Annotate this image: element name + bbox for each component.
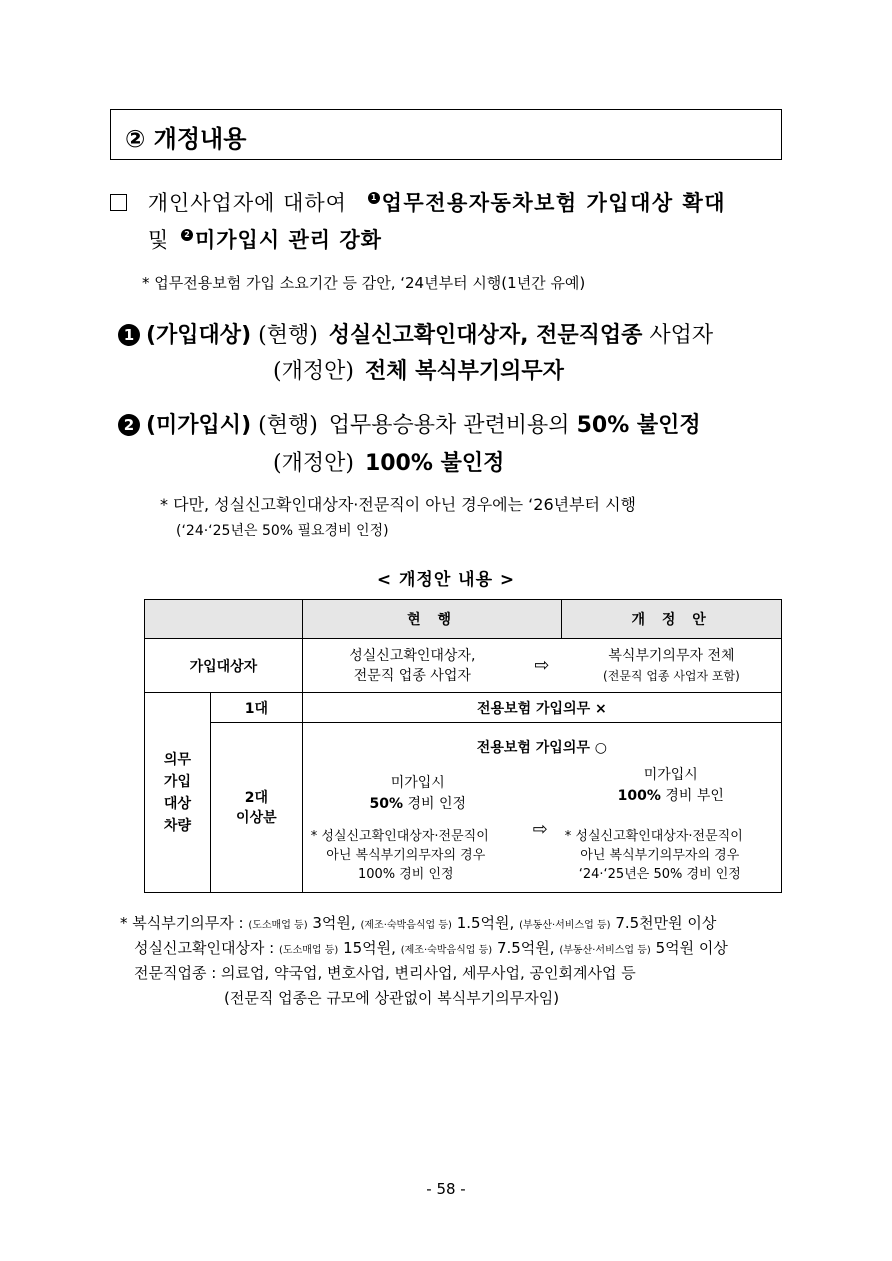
section-title: ② 개정내용: [125, 125, 247, 153]
row3-current-block: [323, 773, 513, 815]
intro-prefix: 및: [148, 228, 169, 252]
note-line: * 성실신고확인대상자·전문직이: [564, 829, 743, 844]
footnote-sector: (부동산·서비스업 등): [559, 945, 651, 956]
footnote-sector: (도소매업 등): [248, 920, 308, 931]
group-label-line: 대상: [163, 795, 191, 812]
header-current: 현 행: [302, 600, 562, 639]
footnote-value: 7.5억원,: [496, 939, 555, 957]
item-1-new-tag: (개정안): [273, 359, 354, 384]
note-line: ‘24·‘25년은 50% 경비 인정: [578, 867, 741, 882]
footnote-sector: (제조·숙박음식업 등): [360, 920, 452, 931]
row-label-subscriber: 가입대상자: [145, 639, 303, 693]
numbered-circle-1: 1: [118, 324, 140, 346]
group-label-line: 차량: [163, 817, 191, 834]
row1-current-cell: [302, 639, 522, 693]
table-row: [145, 723, 782, 893]
footnote-term: 성실신고확인대상자 :: [134, 939, 275, 957]
item-1-current-bold: 성실신고확인대상자, 전문직업종: [328, 323, 643, 348]
footnote-value: 1.5억원,: [456, 914, 515, 932]
footnote-sector: (도소매업 등): [279, 945, 339, 956]
footnote-value: 5억원 이상: [655, 939, 728, 957]
revision-table: [144, 599, 782, 893]
row3-head: 전용보험 가입의무 ○: [476, 740, 607, 756]
footnote-value: 3억원,: [312, 914, 356, 932]
marker-2: 2: [181, 229, 193, 241]
row3-current-note: [311, 827, 489, 884]
row3-revised-line-1: 미가입시: [643, 767, 698, 783]
row3-revised-note: [565, 827, 743, 884]
footnote-sector: (제조·숙박음식업 등): [400, 945, 493, 956]
table-header-row: [145, 600, 782, 639]
note-2-line-1: * 다만, 성실신고확인대상자·전문직이 아닌 경우에는 ‘26년부터 시행: [160, 495, 636, 514]
item-2-line-2: [273, 446, 504, 477]
group-label-line: 의무: [163, 751, 191, 768]
note-line: * 성실신고확인대상자·전문직이: [310, 829, 489, 844]
intro-bold-2: 미가입시 관리 강화: [194, 228, 382, 252]
item-1-label: (가입대상): [146, 323, 252, 348]
row2-text: 전용보험 가입의무 ×: [302, 693, 781, 723]
sub-label-line: 2대: [244, 789, 268, 806]
footnote-value: 15억원,: [343, 939, 396, 957]
item-1-current-tail: 사업자: [649, 323, 714, 348]
table-row: [145, 693, 782, 723]
item-1-current-tag: (현행): [258, 323, 318, 348]
right-arrow-icon: ⇨: [532, 819, 548, 840]
note-line: 아닌 복식부기의무자의 경우: [326, 848, 486, 863]
marker-1: 1: [368, 192, 380, 204]
sub-label-line: 이상분: [236, 809, 277, 826]
footnote-4: (전문직 업종은 규모에 상관없이 복식부기의무자임): [224, 989, 560, 1007]
row1-revised-line-2: (전문직 업종 사업자 포함): [603, 668, 740, 683]
row1-current-line-2: 전문직 업종 사업자: [353, 667, 471, 684]
item-2-current-bold: 50% 불인정: [576, 413, 701, 438]
row3-current-line-2: 경비 인정: [407, 796, 467, 812]
footnote-value: 7.5천만원 이상: [615, 914, 717, 932]
intro-line-2: [148, 224, 382, 254]
item-2-current-tag: (현행): [258, 413, 318, 438]
intro-text: 개인사업자에 대하여: [147, 191, 347, 215]
row1-revised-line-1: 복식부기의무자 전체: [608, 647, 735, 664]
table-title: < 개정안 내용 >: [376, 570, 516, 590]
row3-content-cell: [302, 723, 781, 893]
row3-revised-block: [571, 765, 771, 807]
note-2-line-2: (‘24·‘25년은 50% 필요경비 인정): [176, 523, 389, 539]
item-2-new-tag: (개정안): [273, 451, 354, 476]
item-1-line-1: [118, 318, 713, 349]
note-line: 아닌 복식부기의무자의 경우: [580, 848, 740, 863]
footnote-term: * 복식부기의무자 :: [120, 914, 244, 932]
right-arrow-icon: ⇨: [522, 639, 562, 693]
sub-label-1-vehicle: 1대: [210, 693, 302, 723]
intro-line-1: [110, 187, 726, 217]
group-label-line: 가입: [163, 773, 191, 790]
footnote-2: [134, 937, 728, 958]
row3-current-bold: 50%: [369, 796, 404, 812]
item-2-current-text: 업무용승용차 관련비용의: [328, 413, 570, 438]
footnote-3: 전문직업종 : 의료업, 약국업, 변호사업, 변리사업, 세무사업, 공인회계사업 등: [134, 964, 636, 982]
row3-current-line-1: 미가입시: [390, 775, 445, 791]
numbered-circle-2: 2: [118, 414, 140, 436]
square-bullet-icon: [110, 194, 127, 211]
footnote-1: [120, 912, 716, 933]
header-revised: 개 정 안: [562, 600, 782, 639]
group-label-cell: [145, 693, 211, 893]
row3-revised-line-2: 경비 부인: [665, 788, 724, 804]
row1-revised-cell: [562, 639, 782, 693]
header-empty-cell: [145, 600, 303, 639]
row3-revised-bold: 100%: [617, 788, 661, 804]
item-2-label: (미가입시): [146, 413, 252, 438]
row1-current-line-1: 성실신고확인대상자,: [349, 647, 476, 664]
item-1-new-bold: 전체 복식부기의무자: [364, 359, 564, 384]
sub-label-2-vehicles: [210, 723, 302, 893]
item-2-line-1: [118, 408, 701, 439]
note-1: * 업무전용보험 가입 소요기간 등 감안, ‘24년부터 시행(1년간 유예): [142, 274, 586, 292]
table-row: [145, 639, 782, 693]
note-line: 100% 경비 인정: [357, 867, 454, 882]
intro-bold-1: 업무전용자동차보험 가입대상 확대: [381, 191, 727, 215]
item-2-new-bold: 100% 불인정: [364, 451, 505, 476]
item-1-line-2: [273, 354, 564, 385]
page-number: - 58 -: [426, 1180, 466, 1198]
section-title-box: [110, 109, 782, 160]
footnote-sector: (부동산·서비스업 등): [519, 920, 611, 931]
